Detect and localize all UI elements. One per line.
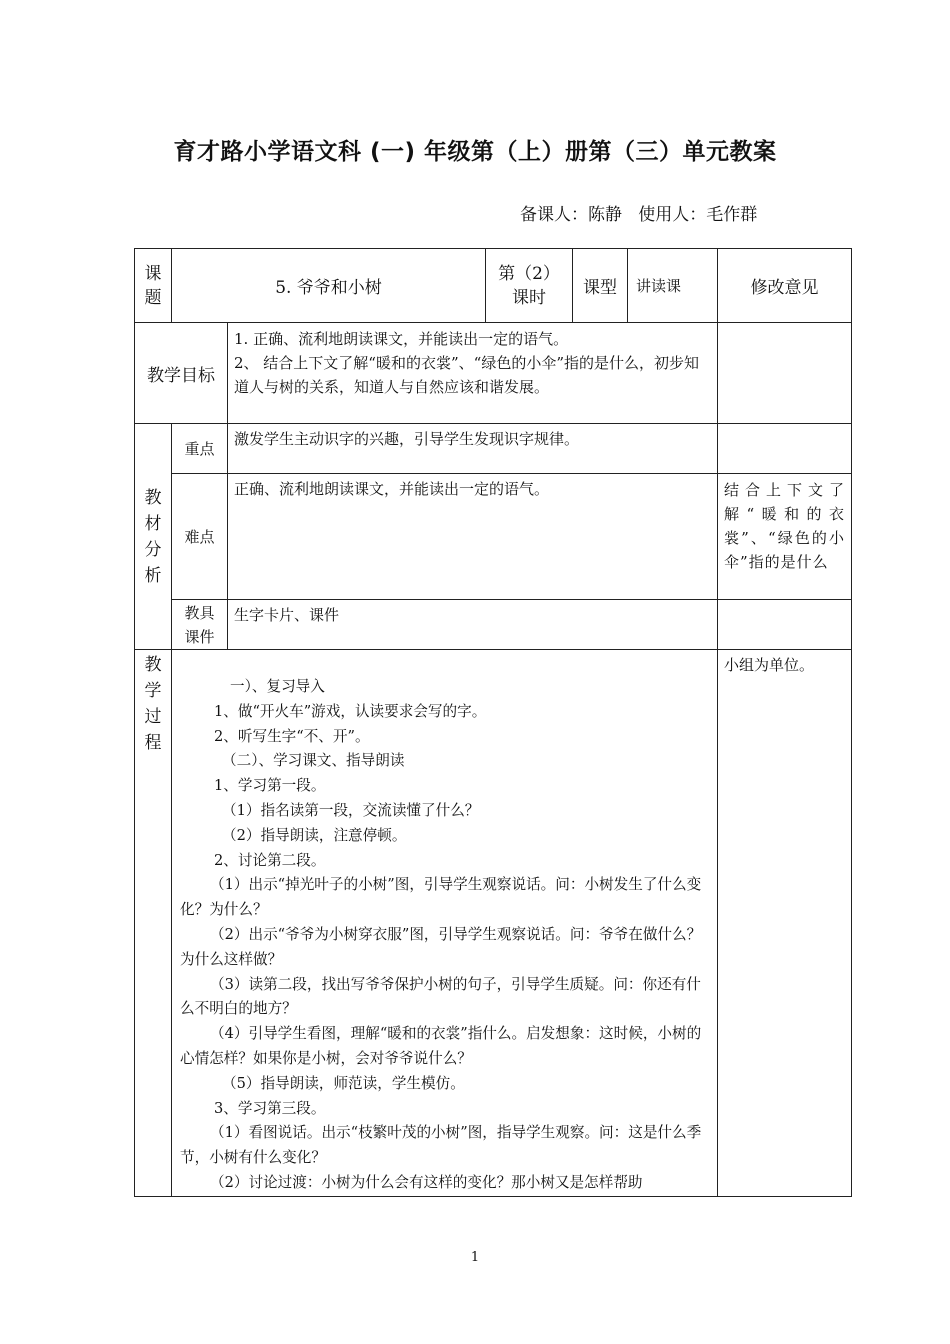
key-label: 重点: [172, 424, 228, 474]
topic-cell: 5. 爷爷和小树: [172, 249, 486, 323]
tools-row: [135, 600, 852, 650]
process-line: （1）出示“掉光叶子的小树”图，引导学生观察说话。问：小树发生了什么变化？为什么？: [180, 876, 702, 919]
topic-label: 课题: [135, 249, 172, 323]
process-line: 一）、复习导入: [230, 678, 325, 695]
process-note: 小组为单位。: [718, 650, 852, 1197]
difficulty-text: 正确、流利地朗读课文，并能读出一定的语气。: [228, 474, 718, 600]
process-line: （4）引导学生看图，理解“暖和的衣裳”指什么。启发想象：这时候，小树的心情怎样？如果你是小树，会对爷爷说什么？: [180, 1025, 702, 1067]
preparer-line: 备课人：陈静 使用人：毛作群: [520, 205, 758, 225]
revision-label: 修改意见: [718, 249, 852, 323]
type-value: 讲读课: [628, 249, 718, 323]
period-cell: [486, 249, 573, 323]
tools-text: 生字卡片、课件: [228, 600, 718, 650]
analysis-label: 教材分析: [135, 424, 172, 650]
goals-text: [228, 323, 718, 424]
document-title: 育才路小学语文科 (一) 年级第（上）册第（三）单元教案: [173, 139, 777, 165]
process-line: （2）讨论过渡：小树为什么会有这样的变化？那小树又是怎样帮助: [210, 1173, 643, 1191]
type-label: 课型: [573, 249, 628, 323]
key-note: [718, 424, 852, 474]
key-point-row: [135, 424, 852, 474]
process-line: 3、学习第三段。: [214, 1099, 326, 1117]
page-number: 1: [470, 1250, 480, 1265]
process-content: [172, 650, 718, 1197]
process-line: （2）指导朗读，注意停顿。: [222, 826, 407, 844]
goals-row: [135, 323, 852, 424]
tools-label: 教具 课件: [172, 600, 228, 650]
goal-2: 2、 结合上下文了解“暖和的衣裳”、“绿色的小伞”指的是什么，初步知道人与树的关系，知道人与自然应该和谐发展。: [234, 354, 699, 396]
process-line: （2）出示“爷爷为小树穿衣服”图，引导学生观察说话。问：爷爷在做什么？为什么这样做？: [180, 925, 702, 968]
process-line: （1）指名读第一段，交流读懂了什么？: [222, 801, 480, 819]
difficulty-row: [135, 474, 852, 600]
goal-1: 1. 正确、流利地朗读课文，并能读出一定的语气。: [234, 330, 569, 348]
process-line: 1、学习第一段。: [214, 777, 326, 795]
process-line: （二）、学习课文、指导朗读: [222, 752, 405, 770]
process-row: [135, 650, 852, 1197]
process-line: （1）看图说话。出示“枝繁叶茂的小树”图，指导学生观察。问：这是什么季节，小树有什么变化？: [180, 1124, 702, 1167]
goals-note: [718, 323, 852, 424]
difficulty-label: 难点: [172, 474, 228, 600]
period-line2: 课时: [512, 287, 546, 308]
tools-note: [718, 600, 852, 650]
process-label: 教学过程: [135, 650, 172, 1197]
lesson-plan-table: [134, 248, 852, 1197]
key-text: 激发学生主动识字的兴趣，引导学生发现识字规律。: [228, 424, 718, 474]
header-row: [135, 249, 852, 323]
process-line: 2、讨论第二段。: [214, 851, 326, 869]
goals-label: 教学目标: [135, 323, 228, 424]
process-line: （3）读第二段，找出写爷爷保护小树的句子，引导学生质疑。问：你还有什么不明白的地方？: [180, 975, 701, 1018]
process-line: 2、听写生字“不、开”。: [214, 727, 370, 745]
process-line: （5）指导朗读，师范读，学生模仿。: [222, 1074, 465, 1092]
process-line: 1、做“开火车”游戏，认读要求会写的字。: [214, 702, 487, 720]
period-line1: 第（2）: [498, 263, 560, 284]
difficulty-note: 结合上下文了解“暖和的衣裳”、“绿色的小伞”指的是什么: [718, 474, 852, 600]
